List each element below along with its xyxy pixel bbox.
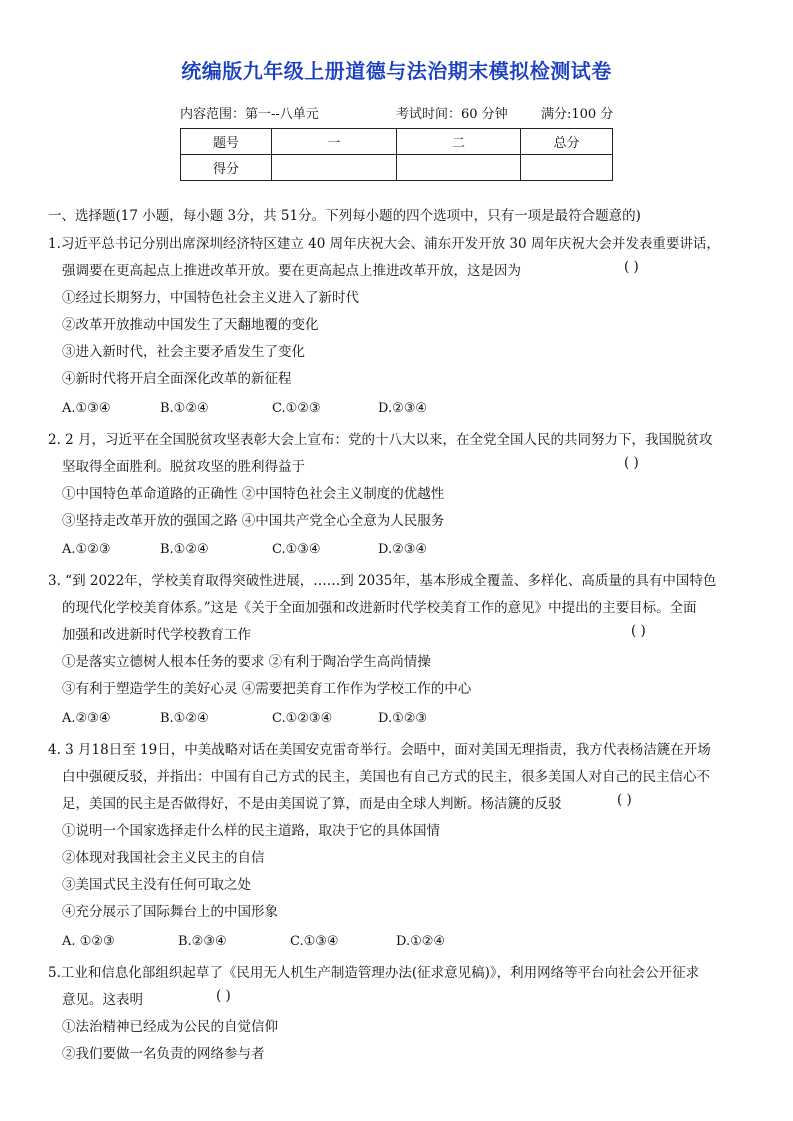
table-cell: 得分 xyxy=(181,155,272,181)
table-cell: 题号 xyxy=(181,129,272,155)
statement: ①中国特色革命道路的正确性 ②中国特色社会主义制度的优越性 xyxy=(62,486,445,502)
statement: ④充分展示了国际舞台上的中国形象 xyxy=(62,904,278,920)
option-a[interactable]: A.②③④ xyxy=(62,711,111,726)
table-row xyxy=(181,129,613,155)
option-d[interactable]: D.②③④ xyxy=(378,401,428,416)
option-c[interactable]: C.①③④ xyxy=(290,934,339,949)
option-c[interactable]: C.①③④ xyxy=(272,542,321,557)
question-stem: 强调要在更高起点上推进改革开放。要在更高起点上推进改革开放，这是因为 xyxy=(62,263,521,279)
question-stem: 1.习近平总书记分别出席深圳经济特区建立 40 周年庆祝大会、浦东开发开放 30 周年庆祝大会并发表重要讲话， xyxy=(48,236,720,252)
option-a[interactable]: A.①③④ xyxy=(62,401,111,416)
content-scope: 内容范围：第一--八单元 xyxy=(180,107,319,122)
exam-time: 考试时间：60 分钟 xyxy=(396,107,508,122)
option-a[interactable]: A.①②③ xyxy=(62,542,111,557)
table-cell: 一 xyxy=(272,129,397,155)
full-score: 满分:100 分 xyxy=(541,107,614,122)
option-d[interactable]: D.①②③ xyxy=(378,711,428,726)
question-stem: 加强和改进新时代学校教育工作 xyxy=(62,627,251,643)
answer-paren: ( ) xyxy=(617,792,632,808)
answer-paren: ( ) xyxy=(216,988,231,1004)
question-stem: 2. 2 月，习近平在全国脱贫攻坚表彰大会上宣布：党的十八大以来，在全党全国人民的共同努力下，我国脱贫攻 xyxy=(48,432,713,448)
question-stem: 坚取得全面胜利。脱贫攻坚的胜利得益于 xyxy=(62,459,305,475)
statement: ③美国式民主没有任何可取之处 xyxy=(62,877,251,893)
question-stem: 5.工业和信息化部组织起草了《民用无人机生产制造管理办法(征求意见稿)》，利用网络等平台向社会公开征求 xyxy=(48,965,700,981)
statement: ①经过长期努力，中国特色社会主义进入了新时代 xyxy=(62,290,359,306)
statement: ④新时代将开启全面深化改革的新征程 xyxy=(62,371,292,387)
option-d[interactable]: D.①②④ xyxy=(396,934,446,949)
question-stem: 足，美国的民主是否做得好，不是由美国说了算，而是由全球人判断。杨洁篪的反驳 xyxy=(62,796,562,812)
question-stem: 4. 3 月18日至 19日，中美战略对话在美国安克雷奇举行。会晤中，面对美国无理指责，我方代表杨洁篪在开场 xyxy=(48,742,711,758)
option-c[interactable]: C.①②③ xyxy=(272,401,321,416)
statement: ②改革开放推动中国发生了天翻地覆的变化 xyxy=(62,317,319,333)
option-d[interactable]: D.②③④ xyxy=(378,542,428,557)
statement: ②我们要做一名负责的网络参与者 xyxy=(62,1046,265,1062)
question-stem: 白中强硬反驳，并指出：中国有自己方式的民主，美国也有自己方式的民主，很多美国人对自己的民主信心不 xyxy=(62,769,710,785)
statement: ②体现对我国社会主义民主的自信 xyxy=(62,850,265,866)
score-input-cell[interactable] xyxy=(521,155,613,181)
answer-paren: ( ) xyxy=(631,623,646,639)
answer-paren: ( ) xyxy=(624,259,639,275)
option-c[interactable]: C.①②③④ xyxy=(272,711,333,726)
option-b[interactable]: B.②③④ xyxy=(178,934,227,949)
statement: ①法治精神已经成为公民的自觉信仰 xyxy=(62,1019,278,1035)
statement: ③有利于塑造学生的美好心灵 ④需要把美育工作作为学校工作的中心 xyxy=(62,681,472,697)
option-b[interactable]: B.①②④ xyxy=(160,542,209,557)
answer-paren: ( ) xyxy=(624,455,639,471)
score-input-cell[interactable] xyxy=(272,155,397,181)
question-stem: 意见。这表明 xyxy=(62,992,143,1008)
question-stem: 3. “到 2022年，学校美育取得突破性进展，……到 2035年，基本形成全覆盖、多样化、高质量的具有中国特色 xyxy=(48,573,717,589)
score-table xyxy=(180,128,613,181)
statement: ③坚持走改革开放的强国之路 ④中国共产党全心全意为人民服务 xyxy=(62,513,445,529)
option-b[interactable]: B.①②④ xyxy=(160,401,209,416)
statement: ①是落实立德树人根本任务的要求 ②有利于陶冶学生高尚情操 xyxy=(62,654,431,670)
page-title: 统编版九年级上册道德与法治期末模拟检测试卷 xyxy=(181,59,612,83)
table-row xyxy=(181,155,613,181)
option-a[interactable]: A. ①②③ xyxy=(62,934,115,949)
table-cell: 二 xyxy=(397,129,521,155)
statement: ①说明一个国家选择走什么样的民主道路，取决于它的具体国情 xyxy=(62,823,440,839)
table-cell: 总分 xyxy=(521,129,613,155)
score-input-cell[interactable] xyxy=(397,155,521,181)
option-b[interactable]: B.①②④ xyxy=(160,711,209,726)
statement: ③进入新时代，社会主要矛盾发生了变化 xyxy=(62,344,305,360)
question-stem: 的现代化学校美育体系。”这是《关于全面加强和改进新时代学校美育工作的意见》中提出的主要目标。全面 xyxy=(62,600,697,616)
section-heading: 一、选择题(17 小题，每小题 3分，共 51分。下列每小题的四个选项中，只有一项是最符合题意的) xyxy=(48,208,641,224)
